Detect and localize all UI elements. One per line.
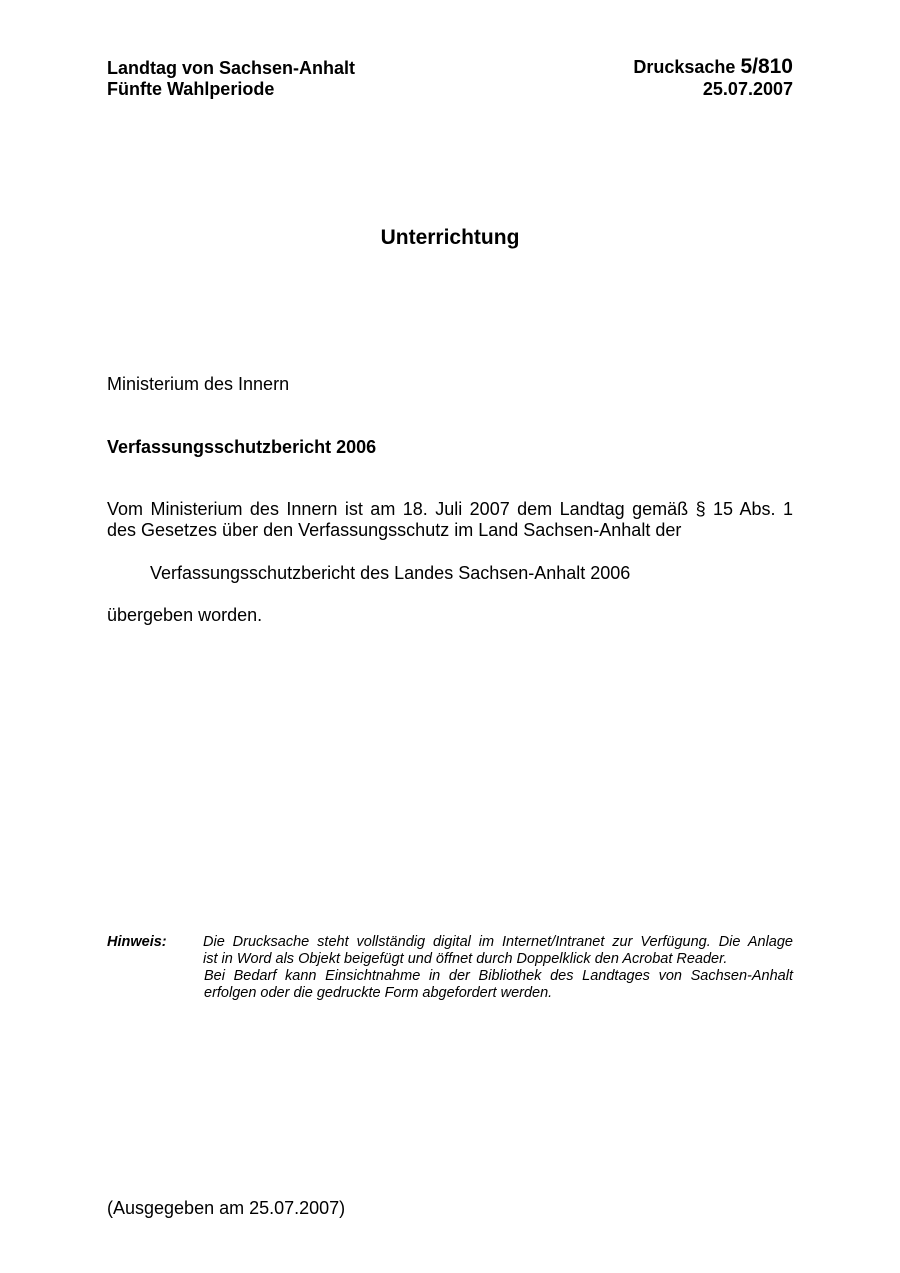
- document-title: Unterrichtung: [380, 226, 520, 249]
- document-subject: Verfassungsschutzbericht 2006: [107, 437, 377, 457]
- parliament-header: [107, 58, 355, 100]
- issue-date-note: (Ausgegeben am 25.07.2007): [107, 1198, 346, 1218]
- document-number-line: [633, 56, 793, 78]
- hint-line-2: ist in Word als Objekt beigefügt und öffnet durch Doppelklick den Acrobat Reader.: [203, 951, 728, 967]
- document-reference: [633, 56, 793, 100]
- hint-line-3: Bei Bedarf kann Einsichtnahme in der Bibliothek des Landtages von Sachsen-Anhalt: [204, 968, 793, 984]
- body-paragraph: [107, 499, 793, 541]
- hint-line-4: erfolgen oder die gedruckte Form abgefordert werden.: [204, 985, 553, 1001]
- parliament-name: Landtag von Sachsen-Anhalt: [107, 58, 356, 78]
- hint-line-1: Die Drucksache steht vollständig digital im Internet/Intranet zur Verfügung. Die Anlage: [203, 934, 793, 950]
- hint-text: [203, 934, 793, 1002]
- ministry-name: Ministerium des Innern: [107, 374, 290, 394]
- report-title: Verfassungsschutzbericht des Landes Sachsen-Anhalt 2006: [150, 563, 631, 583]
- closing-text: übergeben worden.: [107, 605, 263, 625]
- body-paragraph-line-2: des Gesetzes über den Verfassungsschutz im Land Sachsen-Anhalt der: [107, 520, 682, 540]
- document-date: 25.07.2007: [702, 79, 793, 99]
- legislative-period: Fünfte Wahlperiode: [107, 79, 275, 99]
- document-label: Drucksache: [633, 57, 741, 77]
- hint-label: Hinweis:: [107, 934, 167, 950]
- body-paragraph-line-1: Vom Ministerium des Innern ist am 18. Juli 2007 dem Landtag gemäß § 15 Abs. 1: [107, 499, 793, 519]
- document-number: 5/810: [740, 55, 793, 78]
